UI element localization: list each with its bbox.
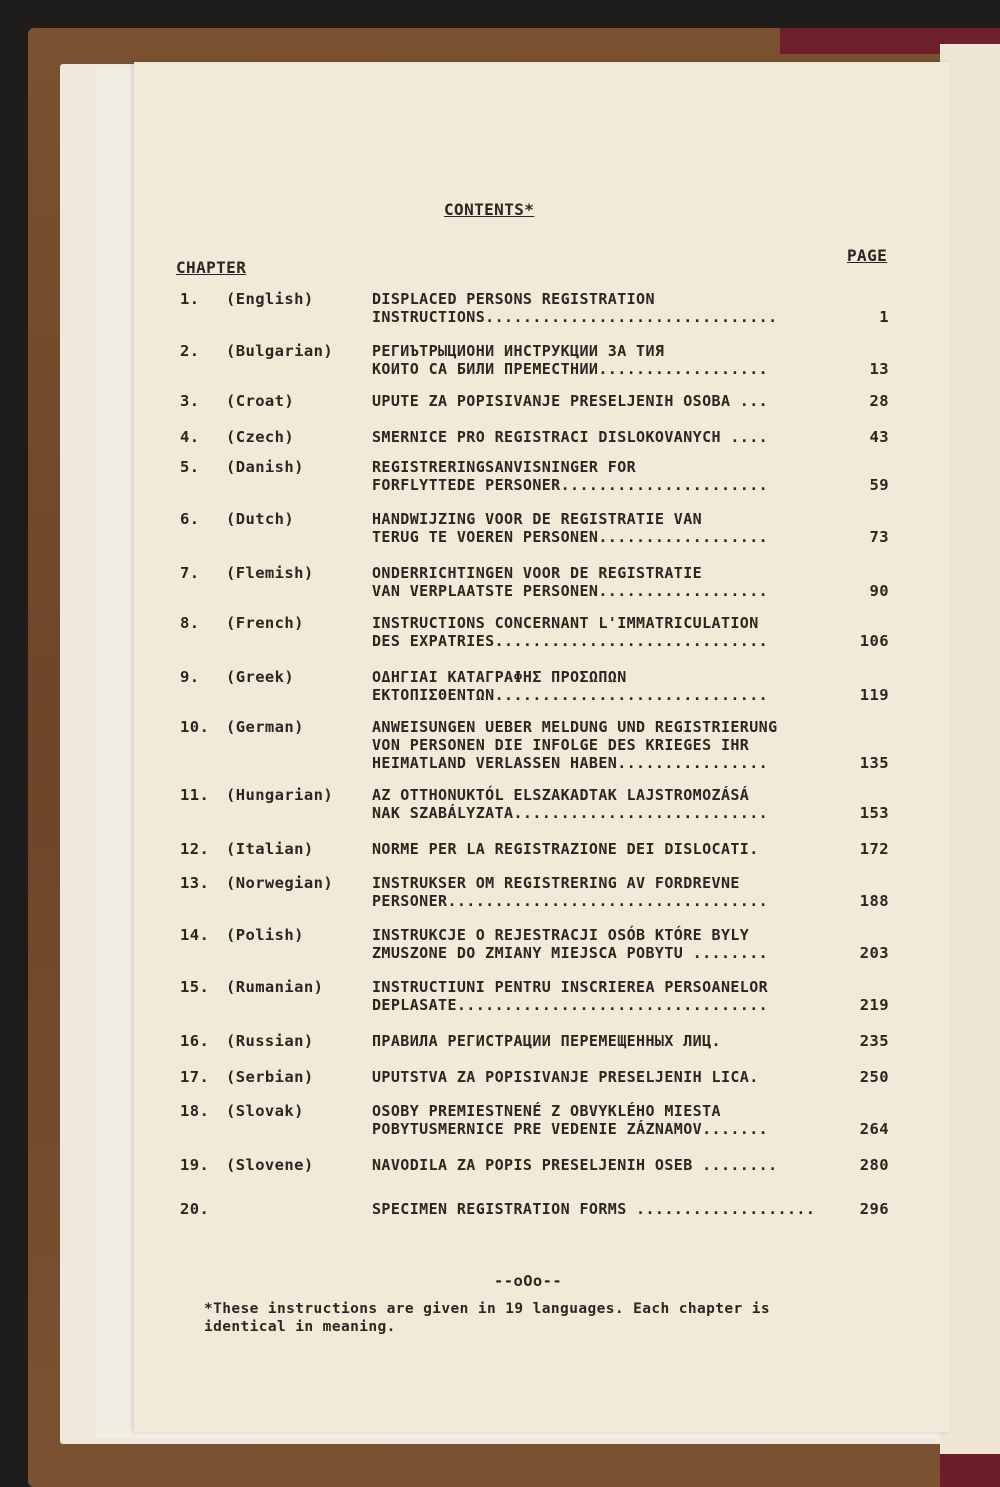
chapter-title <box>372 668 768 704</box>
chapter-title <box>372 428 768 446</box>
chapter-language: (Hungarian) <box>226 786 334 804</box>
chapter-number: 14. <box>180 926 210 944</box>
page-title: CONTENTS* <box>444 200 535 219</box>
chapter-title-line: NORME PER LA REGISTRAZIONE DEI DISLOCATI. <box>372 840 759 858</box>
chapter-number: 2. <box>180 342 200 360</box>
chapter-language: (Danish) <box>226 458 304 476</box>
chapter-language: (Greek) <box>226 668 295 686</box>
chapter-title-line: AZ OTTHONUKTÓL ELSZAKADTAK LAJSTROMOZÁSÁ <box>372 786 750 804</box>
chapter-title-line: ПРАВИЛА РЕГИСТРАЦИИ ПЕРЕМЕЩЕННЫХ ЛИЦ. <box>372 1032 721 1050</box>
chapter-column-header: CHAPTER <box>176 258 247 277</box>
chapter-title-line: INSTRUCTIUNI PENTRU INSCRIEREA PERSOANELOR <box>372 978 769 996</box>
contents-page <box>134 62 950 1432</box>
chapter-title <box>372 564 768 600</box>
chapter-title-line: INSTRUCTIONS............................... <box>372 308 778 326</box>
chapter-language: (Czech) <box>226 428 295 446</box>
chapter-language: (Dutch) <box>226 510 295 528</box>
page-number: 219 <box>859 996 889 1014</box>
divider: --oOo-- <box>494 1272 563 1290</box>
chapter-title-line: ZMUSZONE DO ZMIANY MIEJSCA POBYTU ........ <box>372 944 769 962</box>
page-number: 250 <box>859 1068 889 1086</box>
page-number: 1 <box>879 308 889 326</box>
chapter-title-line: REGISTRERINGSANVISNINGER FOR <box>372 458 637 476</box>
page-number: 90 <box>869 582 889 600</box>
chapter-number: 1. <box>180 290 200 308</box>
chapter-title <box>372 926 768 962</box>
chapter-title <box>372 840 759 858</box>
chapter-language: (Polish) <box>226 926 304 944</box>
footnote: *These instructions are given in 19 languages. Each chapter is identical in meaning. <box>204 1301 771 1335</box>
chapter-title-line: SPECIMEN REGISTRATION FORMS ................... <box>372 1200 816 1218</box>
chapter-language: (Bulgarian) <box>226 342 334 360</box>
chapter-language: (Slovene) <box>226 1156 314 1174</box>
page-number: 43 <box>869 428 889 446</box>
chapter-title-line: INSTRUCTIONS CONCERNANT L'IMMATRICULATION <box>372 614 759 632</box>
page-number: 296 <box>859 1200 889 1218</box>
chapter-title-line: NAVODILA ZA POPIS PRESELJENIH OSEB ........ <box>372 1156 778 1174</box>
chapter-title <box>372 1102 768 1138</box>
chapter-title-line: NAK SZABÁLYZATA........................... <box>372 804 769 822</box>
chapter-number: 6. <box>180 510 200 528</box>
page-number: 13 <box>869 360 889 378</box>
chapter-title-line: DEPLASATE................................. <box>372 996 769 1014</box>
chapter-title <box>372 1032 721 1050</box>
chapter-title-line: DES EXPATRIES............................. <box>372 632 769 650</box>
chapter-title-line: INSTRUKSER OM REGISTRERING AV FORDREVNE <box>372 874 740 892</box>
page-number: 59 <box>869 476 889 494</box>
chapter-title <box>372 458 768 494</box>
chapter-title-line: UPUTE ZA POPISIVANJE PRESELJENIH OSOBA ... <box>372 392 769 410</box>
chapter-title <box>372 290 778 326</box>
chapter-title <box>372 392 768 410</box>
chapter-title-line: ΕΚΤΟΠΙΣΘΕΝΤΩΝ............................. <box>372 686 769 704</box>
chapter-title-line: INSTRUKCJE O REJESTRACJI OSÓB KTÓRE BYLY <box>372 926 750 944</box>
page-number: 153 <box>859 804 889 822</box>
chapter-title <box>372 786 768 822</box>
page-number: 203 <box>859 944 889 962</box>
chapter-title-line: VON PERSONEN DIE INFOLGE DES KRIEGES IHR <box>372 736 750 754</box>
chapter-number: 12. <box>180 840 210 858</box>
chapter-number: 15. <box>180 978 210 996</box>
chapter-title-line: HANDWIJZING VOOR DE REGISTRATIE VAN <box>372 510 703 528</box>
chapter-title <box>372 342 768 378</box>
chapter-language: (French) <box>226 614 304 632</box>
chapter-number: 19. <box>180 1156 210 1174</box>
page-column-header: PAGE <box>847 246 888 265</box>
chapter-number: 16. <box>180 1032 210 1050</box>
chapter-language: (Slovak) <box>226 1102 304 1120</box>
chapter-title <box>372 614 768 650</box>
chapter-title <box>372 1156 778 1174</box>
chapter-title <box>372 1200 815 1218</box>
chapter-language: (Rumanian) <box>226 978 324 996</box>
chapter-language: (Italian) <box>226 840 314 858</box>
page-number: 106 <box>859 632 889 650</box>
chapter-title-line: SMERNICE PRO REGISTRACI DISLOKOVANYCH .... <box>372 428 769 446</box>
chapter-title-line: РЕГИЪТРЫЦИОНИ ИНСТРУКЦИИ ЗА ТИЯ <box>372 342 665 360</box>
page-number: 280 <box>859 1156 889 1174</box>
chapter-number: 7. <box>180 564 200 582</box>
chapter-title-line: ANWEISUNGEN UEBER MELDUNG UND REGISTRIERUNG <box>372 718 778 736</box>
page-number: 264 <box>859 1120 889 1138</box>
chapter-language: (Flemish) <box>226 564 314 582</box>
chapter-language: (Serbian) <box>226 1068 314 1086</box>
chapter-language: (German) <box>226 718 304 736</box>
chapter-title-line: PERSONER.................................. <box>372 892 769 910</box>
chapter-number: 9. <box>180 668 200 686</box>
chapter-title-line: FORFLYTTEDE PERSONER...................... <box>372 476 769 494</box>
page-number: 119 <box>859 686 889 704</box>
chapter-title <box>372 510 768 546</box>
chapter-number: 3. <box>180 392 200 410</box>
chapter-number: 4. <box>180 428 200 446</box>
chapter-number: 11. <box>180 786 210 804</box>
page-number: 28 <box>869 392 889 410</box>
chapter-title <box>372 718 778 772</box>
chapter-title-line: КОИТО СА БИЛИ ПРЕМЕСТНИИ.................. <box>372 360 769 378</box>
chapter-title-line: POBYTUSMERNICE PRE VEDENIE ZÁZNAMOV....... <box>372 1120 769 1138</box>
page-number: 73 <box>869 528 889 546</box>
page-number: 235 <box>859 1032 889 1050</box>
chapter-number: 13. <box>180 874 210 892</box>
chapter-language: (Croat) <box>226 392 295 410</box>
chapter-title <box>372 978 768 1014</box>
chapter-number: 5. <box>180 458 200 476</box>
chapter-number: 17. <box>180 1068 210 1086</box>
chapter-title-line: HEIMATLAND VERLASSEN HABEN................ <box>372 754 769 772</box>
chapter-language: (Norwegian) <box>226 874 334 892</box>
page-number: 188 <box>859 892 889 910</box>
chapter-number: 20. <box>180 1200 210 1218</box>
chapter-title-line: DISPLACED PERSONS REGISTRATION <box>372 290 655 308</box>
chapter-title <box>372 874 768 910</box>
chapter-number: 8. <box>180 614 200 632</box>
chapter-language: (English) <box>226 290 314 308</box>
chapter-number: 10. <box>180 718 210 736</box>
chapter-title-line: ΟΔΗΓΙΑΙ ΚΑΤΑΓΡΑΦΗΣ ΠΡΟΣΩΠΩΝ <box>372 668 627 686</box>
chapter-title <box>372 1068 759 1086</box>
chapter-title-line: VAN VERPLAATSTE PERSONEN.................. <box>372 582 769 600</box>
page-number: 135 <box>859 754 889 772</box>
page-number: 172 <box>859 840 889 858</box>
chapter-title-line: ONDERRICHTINGEN VOOR DE REGISTRATIE <box>372 564 703 582</box>
chapter-title-line: TERUG TE VOEREN PERSONEN.................. <box>372 528 769 546</box>
chapter-title-line: UPUTSTVA ZA POPISIVANJE PRESELJENIH LICA. <box>372 1068 759 1086</box>
chapter-language: (Russian) <box>226 1032 314 1050</box>
chapter-title-line: OSOBY PREMIESTNENÉ Z OBVYKLÉHO MIESTA <box>372 1102 721 1120</box>
chapter-number: 18. <box>180 1102 210 1120</box>
